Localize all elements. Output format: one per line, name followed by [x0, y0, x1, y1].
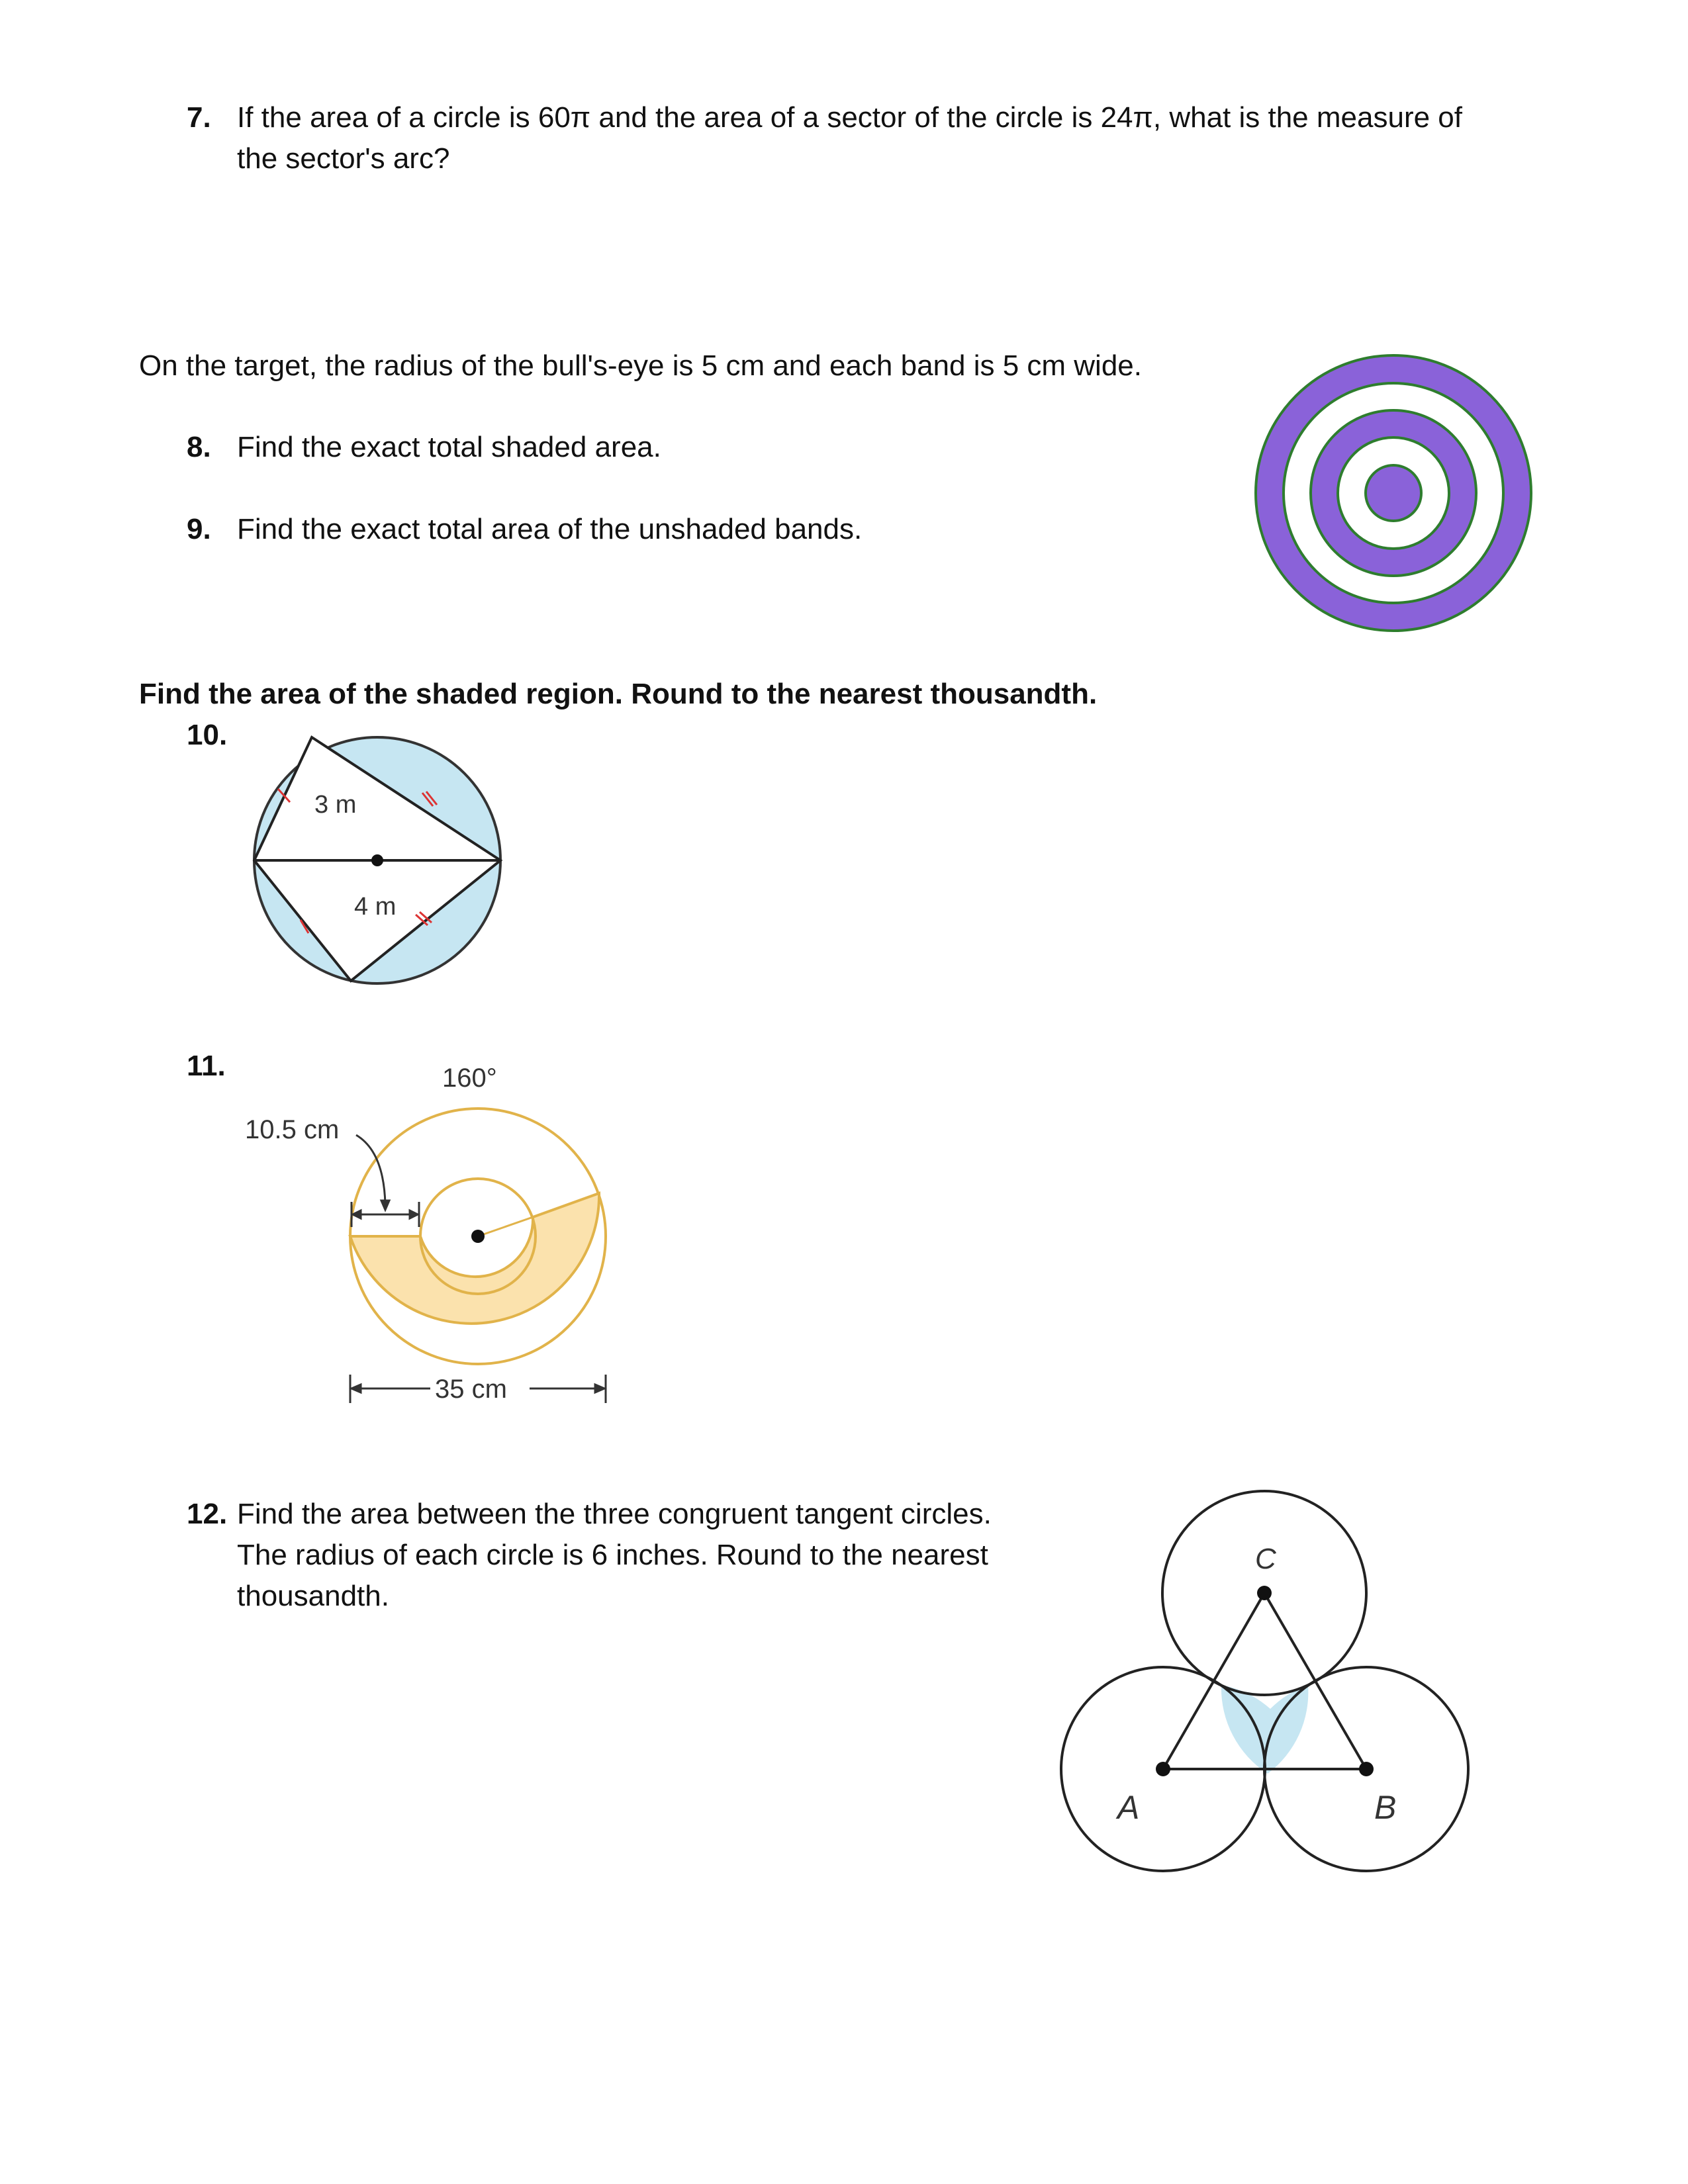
fig10-center-point	[371, 854, 383, 866]
fig10-label-4m: 4 m	[354, 893, 397, 921]
question-12-number: 12.	[187, 1498, 228, 1530]
fig10-label-3m: 3 m	[314, 791, 357, 819]
question-12-line-1: Find the area between the three congruent tangent circles.	[237, 1498, 992, 1530]
shaded-region-instruction: Find the area of the shaded region. Round to the nearest thousandth.	[139, 678, 1098, 710]
question-7-line-2: the sector's arc?	[237, 142, 450, 175]
fig12-point-a	[1156, 1762, 1170, 1776]
question-11-number: 11.	[187, 1050, 226, 1082]
fig12-label-b: B	[1374, 1789, 1397, 1826]
target-bullseye	[1366, 465, 1421, 521]
target-intro: On the target, the radius of the bull's-eye is 5 cm and each band is 5 cm wide.	[139, 349, 1142, 382]
fig11-angle-label: 160°	[442, 1064, 497, 1093]
question-10-number: 10.	[187, 719, 228, 751]
figure-11	[245, 1052, 642, 1436]
question-8-number: 8.	[187, 431, 211, 463]
question-12-line-2: The radius of each circle is 6 inches. Round to the nearest	[237, 1539, 988, 1571]
fig12-point-c	[1257, 1586, 1272, 1600]
fig11-center-point	[471, 1230, 485, 1243]
question-7-line-1: If the area of a circle is 60π and the area of a sector of the circle is 24π, what is the measure of	[237, 101, 1462, 134]
question-8-text: Find the exact total shaded area.	[237, 431, 661, 463]
fig12-point-b	[1359, 1762, 1374, 1776]
fig11-diameter-label: 35 cm	[435, 1375, 507, 1404]
figure-12	[1046, 1482, 1476, 1893]
fig12-label-a: A	[1117, 1789, 1140, 1826]
question-9-number: 9.	[187, 513, 211, 545]
question-12-line-3: thousandth.	[237, 1580, 389, 1612]
fig12-label-c: C	[1255, 1543, 1276, 1575]
fig11-radius-label: 10.5 cm	[245, 1115, 340, 1144]
target-figure	[1251, 351, 1536, 635]
question-9-text: Find the exact total area of the unshaded bands.	[237, 513, 863, 545]
figure-10	[245, 728, 510, 993]
question-7-number: 7.	[187, 101, 211, 134]
